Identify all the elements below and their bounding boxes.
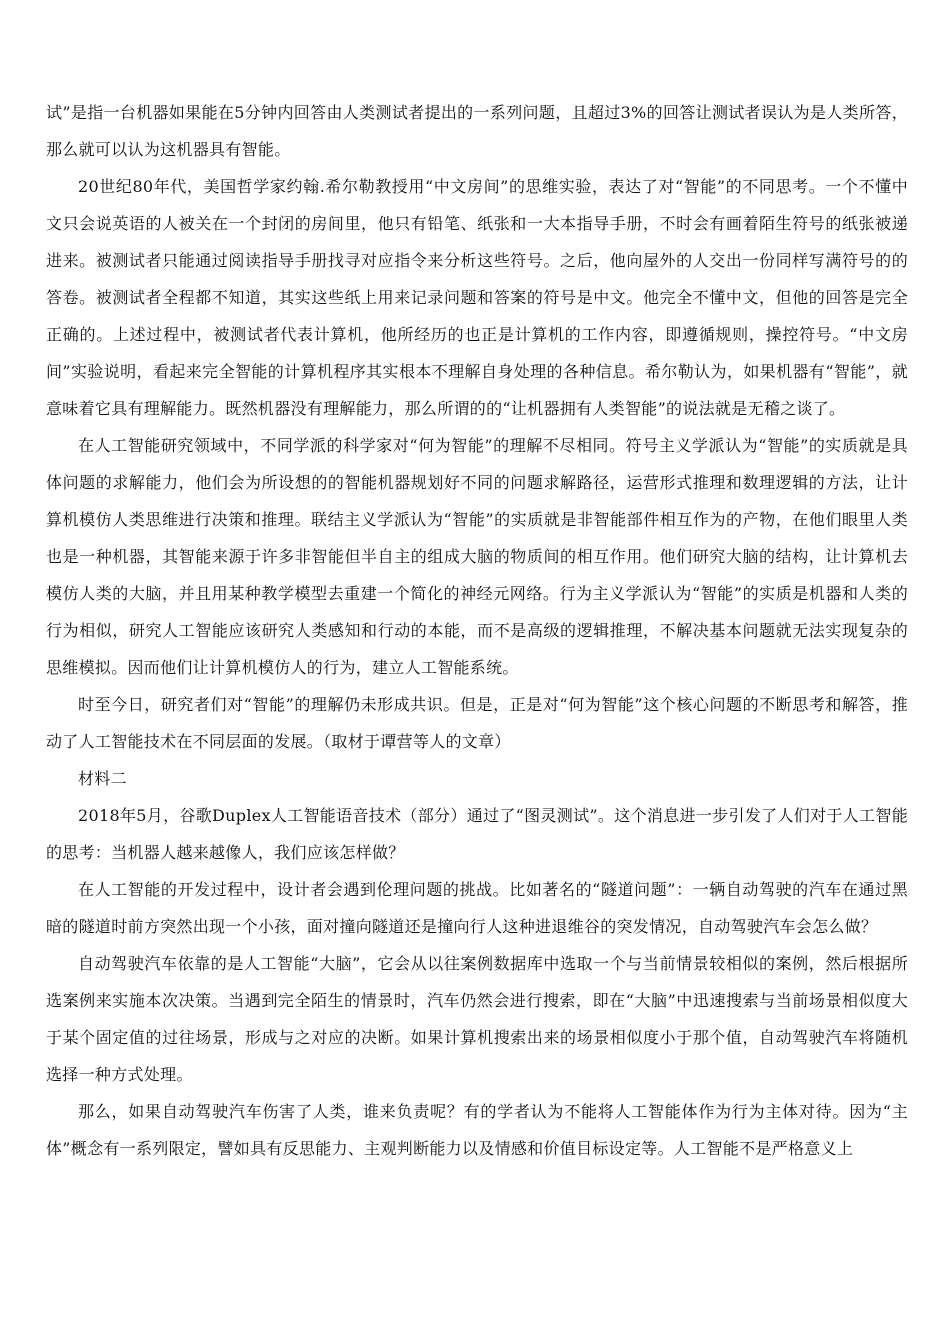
section-heading-material-two: 材料二: [78, 769, 127, 788]
paragraph-no-consensus: 时至今日，研究者们对“智能”的理解仍未形成共识。但是，正是对“何为智能”这个核心问题的不断思考和解答，推动了人工智能技术在不同层面的发展。（取材于谭营等人的文章）: [46, 695, 908, 751]
paragraph-tunnel-problem: 在人工智能的开发过程中，设计者会遇到伦理问题的挑战。比如著名的“隧道问题”：一辆自动驾驶的汽车在通过黑暗的隧道时前方突然出现一个小孩，面对撞向隧道还是撞向行人这种进退维谷的突发情况，自动驾驶汽车会怎么做？: [46, 880, 908, 936]
paragraph-ai-schools: 在人工智能研究领域中，不同学派的科学家对“何为智能”的理解不尽相同。符号主义学派认为“智能”的实质就是具体问题的求解能力，他们会为所设想的的智能机器规划好不同的问题求解路径，运营形式推理和数理逻辑的方法，让计算机模仿人类思维进行决策和推理。联结主义学派认为“智能”的实质就是非智能部件相互作为的产物，在他们眼里人类也是一种机器，其智能来源于许多非智能但半自主的组成大脑的物质间的相互作用。他们研究大脑的结构，让计算机去模仿人类的大脑，并且用某种教学模型去重建一个简化的神经元网络。行为主义学派认为“智能”的实质是机器和人类的行为相似，研究人工智能应该研究人类感知和行动的本能，而不是高级的逻辑推理，不解决基本问题就无法实现复杂的思维模拟。因而他们让计算机模仿人的行为，建立人工智能系统。: [46, 436, 908, 677]
paragraph-chinese-room: 20世纪80年代，美国哲学家约翰.希尔勒教授用“中文房间”的思维实验，表达了对“智能”的不同思考。一个不懂中文只会说英语的人被关在一个封闭的房间里，他只有铅笔、纸张和一大本指导手册，不时会有画着陌生符号的纸张被递进来。被测试者只能通过阅读指导手册找寻对应指令来分析这些符号。之后，他向屋外的人交出一份同样写满符号的的答卷。被测试者全程都不知道，其实这些纸上用来记录问题和答案的符号是中文。他完全不懂中文，但他的回答是完全正确的。上述过程中，被测试者代表计算机，他所经历的也正是计算机的工作内容，即遵循规则，操控符号。“中文房间”实验说明，看起来完全智能的计算机程序其实根本不理解自身处理的各种信息。希尔勒认为，如果机器有“智能”，就意味着它具有理解能力。既然机器没有理解能力，那么所谓的的“让机器拥有人类智能”的说法就是无稽之谈了。: [46, 177, 908, 418]
paragraph-google-duplex: 2018年5月，谷歌Duplex人工智能语音技术（部分）通过了“图灵测试”。这个消息进一步引发了人们对于人工智能的思考：当机器人越来越像人，我们应该怎样做？: [46, 806, 908, 862]
document-body: [46, 94, 908, 1167]
paragraph-responsibility: 那么，如果自动驾驶汽车伤害了人类，谁来负责呢？有的学者认为不能将人工智能体作为行为主体对待。因为“主体”概念有一系列限定，譬如具有反思能力、主观判断能力以及情感和价值目标设定等。人工智能不是严格意义上: [46, 1102, 908, 1158]
paragraph-turing-test-definition: 试”是指一台机器如果能在5分钟内回答由人类测试者提出的一系列问题，且超过3%的回答让测试者误认为是人类所答，那么就可以认为这机器具有智能。: [46, 103, 908, 159]
paragraph-autonomous-decision: 自动驾驶汽车依靠的是人工智能“大脑”，它会从以往案例数据库中选取一个与当前情景较相似的案例，然后根据所选案例来实施本次决策。当遇到完全陌生的情景时，汽车仍然会进行搜索，即在“大脑”中迅速搜索与当前场景相似度大于某个固定值的过往场景，形成与之对应的决断。如果计算机搜索出来的场景相似度小于那个值，自动驾驶汽车将随机选择一种方式处理。: [46, 954, 908, 1084]
